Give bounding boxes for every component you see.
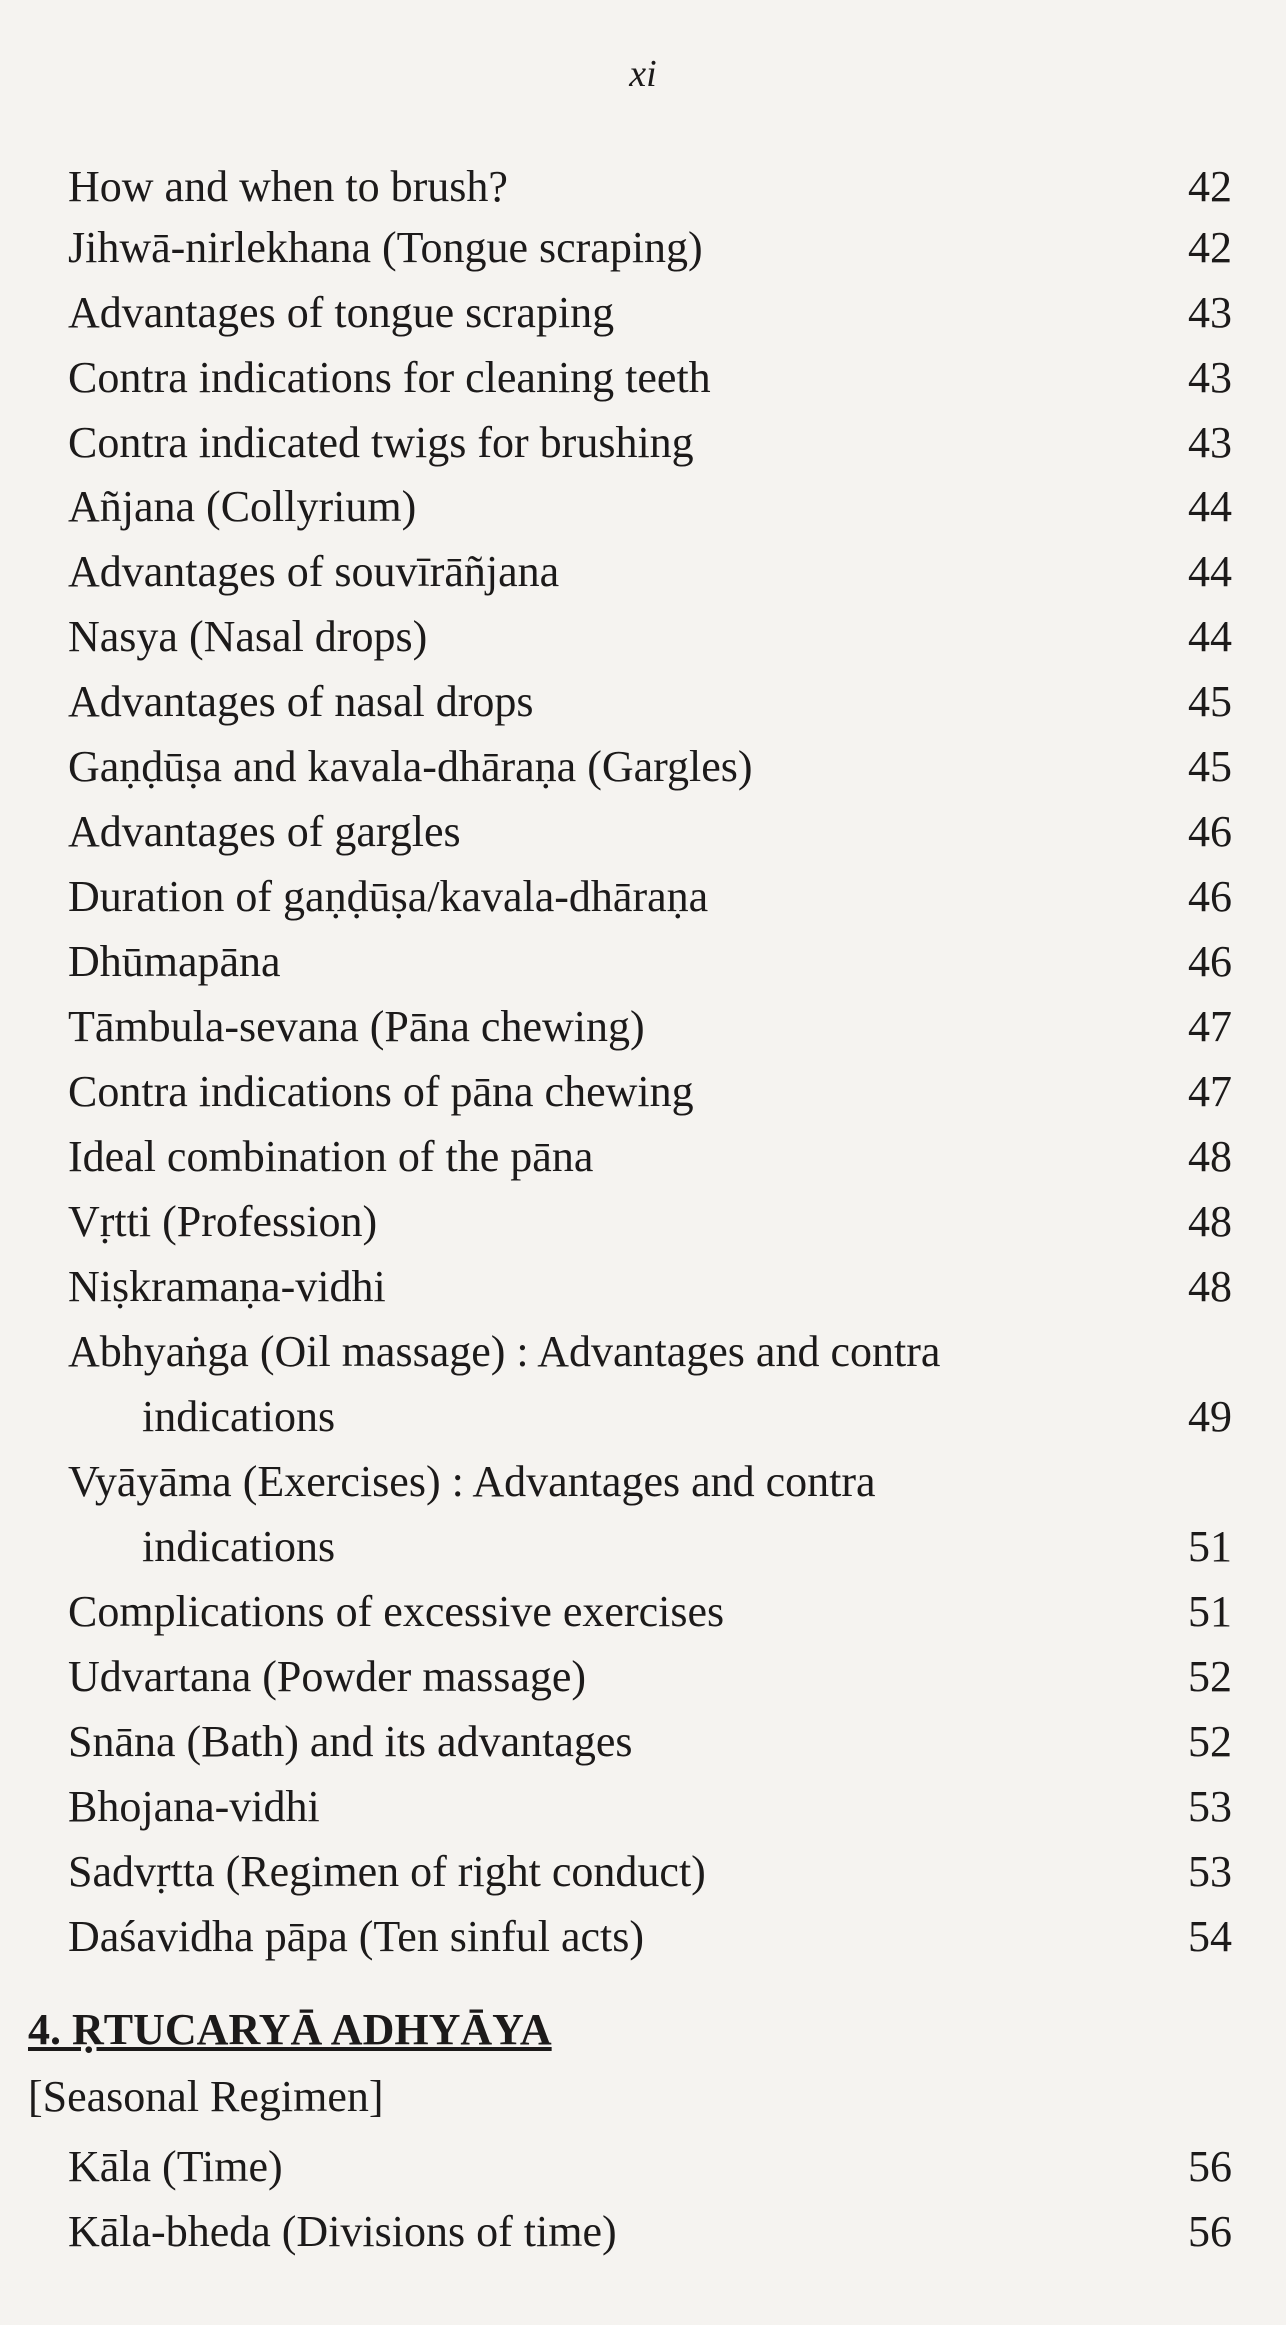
entry-page: 46 [1188, 937, 1232, 986]
entry-page: 48 [1188, 1197, 1232, 1246]
entry-page: 49 [1188, 1392, 1232, 1441]
entry-title: Sadvṛtta (Regimen of right conduct) [68, 1847, 706, 1896]
chapter-heading: 4. ṚTUCARYĀ ADHYĀYA [28, 2005, 552, 2054]
entry-title-continuation: indications [142, 1522, 336, 1571]
entry-title-continuation: indications [142, 1392, 336, 1441]
entry-page: 51 [1188, 1522, 1232, 1571]
entry-title: How and when to brush? [68, 162, 508, 211]
entry-page: 53 [1188, 1782, 1232, 1831]
entry-title: Contra indicated twigs for brushing [68, 418, 694, 467]
entry-page: 44 [1188, 482, 1232, 531]
entry-title: Advantages of tongue scraping [68, 288, 615, 337]
entry-title: Gaṇḍūṣa and kavala-dhāraṇa (Gargles) [68, 742, 753, 791]
entry-title: Snāna (Bath) and its advantages [68, 1717, 633, 1766]
entry-title: Udvartana (Powder massage) [68, 1652, 587, 1701]
entry-title: Vṛtti (Profession) [68, 1197, 378, 1246]
entry-page: 46 [1188, 807, 1232, 856]
entry-title: Bhojana-vidhi [68, 1782, 320, 1831]
entry-page: 46 [1188, 872, 1232, 921]
entry-page: 47 [1188, 1002, 1232, 1051]
entry-title: Complications of excessive exercises [68, 1587, 725, 1636]
entry-page: 43 [1188, 288, 1232, 337]
entry-title: Advantages of nasal drops [68, 677, 534, 726]
entry-page: 44 [1188, 547, 1232, 596]
entry-title: Abhyaṅga (Oil massage) : Advantages and contra [68, 1327, 941, 1376]
entry-page: 52 [1188, 1652, 1232, 1701]
chapter-subheading: [Seasonal Regimen] [28, 2072, 384, 2121]
entry-title: Advantages of gargles [68, 807, 461, 856]
entry-page: 42 [1188, 223, 1232, 272]
entry-title: Nasya (Nasal drops) [68, 612, 428, 661]
page-number: xi [629, 53, 657, 95]
entry-title: Contra indications of pāna chewing [68, 1067, 694, 1116]
entry-page: 56 [1188, 2207, 1232, 2256]
entry-title: Jihwā-nirlekhana (Tongue scraping) [68, 223, 703, 272]
entry-page: 54 [1188, 1912, 1232, 1961]
entry-page: 42 [1188, 162, 1232, 211]
entry-title: Vyāyāma (Exercises) : Advantages and contra [68, 1457, 876, 1506]
entry-page: 43 [1188, 353, 1232, 402]
entry-title: Duration of gaṇḍūṣa/kavala-dhāraṇa [68, 872, 709, 921]
entry-page: 48 [1188, 1132, 1232, 1181]
entry-title: Daśavidha pāpa (Ten sinful acts) [68, 1912, 645, 1961]
entry-page: 52 [1188, 1717, 1232, 1766]
entry-page: 45 [1188, 742, 1232, 791]
entry-page: 43 [1188, 418, 1232, 467]
entry-title: Advantages of souvīrāñjana [68, 547, 560, 596]
entry-title: Contra indications for cleaning teeth [68, 353, 711, 402]
entry-page: 44 [1188, 612, 1232, 661]
entry-title: Niṣkramaṇa-vidhi [68, 1262, 386, 1311]
entry-title: Kāla (Time) [68, 2142, 283, 2191]
entry-title: Dhūmapāna [68, 937, 281, 986]
entry-title: Ideal combination of the pāna [68, 1132, 594, 1181]
entry-title: Kāla-bheda (Divisions of time) [68, 2207, 617, 2256]
entry-page: 45 [1188, 677, 1232, 726]
entry-title: Añjana (Collyrium) [68, 482, 417, 531]
entry-page: 47 [1188, 1067, 1232, 1116]
entry-page: 51 [1188, 1587, 1232, 1636]
entry-page: 53 [1188, 1847, 1232, 1896]
entry-page: 48 [1188, 1262, 1232, 1311]
entry-page: 56 [1188, 2142, 1232, 2191]
entry-title: Tāmbula-sevana (Pāna chewing) [68, 1002, 645, 1051]
